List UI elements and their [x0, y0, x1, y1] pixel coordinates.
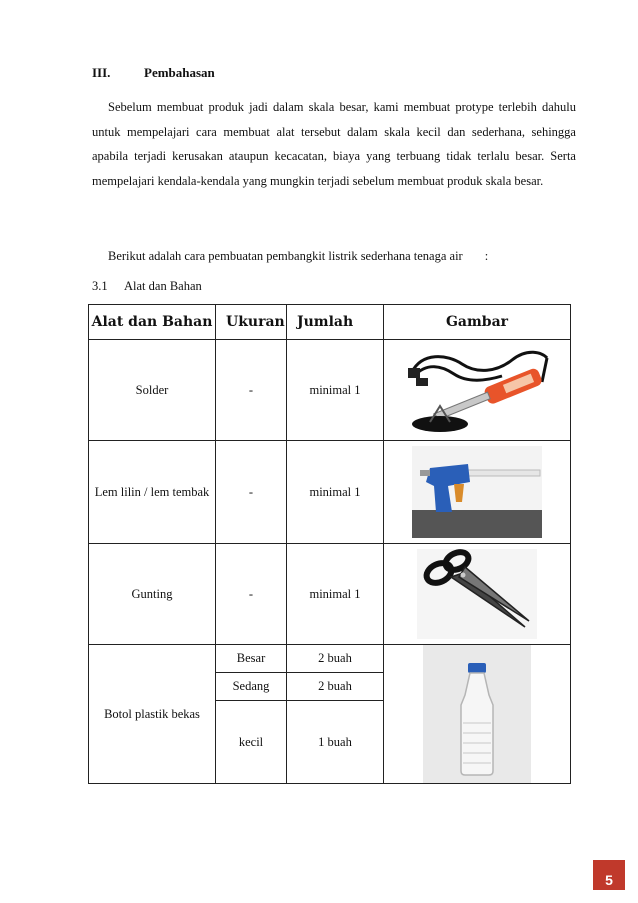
- subsection-title: Alat dan Bahan: [124, 279, 202, 293]
- header-tools: Alat dan Bahan: [89, 305, 216, 340]
- cell-size: Sedang: [216, 673, 287, 701]
- cell-size: -: [216, 441, 287, 544]
- table-row: [89, 340, 571, 441]
- paragraph-intro-text: Sebelum membuat produk jadi dalam skala besar, kami membuat protype terlebih dahulu untuk mempelajari cara membuat alat tersebut dalam skala kecil dan sederhana, sehingga apabila terjadi kerusakan ataupun kecacatan, biaya yang terbuang tidak terlalu besar. Serta mempelajari kendala-kendala yang mungkin terjadi sebelum membuat produk skala besar.: [92, 100, 576, 188]
- subsection-heading: [92, 279, 202, 294]
- cell-size: Besar: [216, 645, 287, 673]
- plastic-bottle-icon: [423, 645, 531, 783]
- glue-gun-icon: [412, 446, 542, 538]
- cell-name: Lem lilin / lem tembak: [89, 441, 216, 544]
- cell-image: [384, 544, 571, 645]
- header-image: Gambar: [384, 305, 571, 340]
- cell-name: Botol plastik bekas: [89, 645, 216, 784]
- cell-qty: minimal 1: [287, 441, 384, 544]
- table-row: [89, 645, 571, 673]
- cell-qty: 1 buah: [287, 701, 384, 784]
- cell-size: -: [216, 340, 287, 441]
- cell-qty: minimal 1: [287, 544, 384, 645]
- section-number: III.: [92, 65, 111, 80]
- paragraph-lead-text: Berikut adalah cara pembuatan pembangkit listrik sederhana tenaga air: [108, 249, 463, 263]
- section-heading: [92, 65, 215, 81]
- subsection-number: 3.1: [92, 279, 108, 293]
- cell-name: Gunting: [89, 544, 216, 645]
- cell-name: Solder: [89, 340, 216, 441]
- cell-size: -: [216, 544, 287, 645]
- paragraph-lead-colon: :: [484, 249, 489, 263]
- section-title: Pembahasan: [144, 65, 215, 80]
- table-row: [89, 544, 571, 645]
- cell-image: [384, 645, 571, 784]
- paragraph-intro: [92, 95, 576, 193]
- materials-table: [88, 304, 571, 784]
- cell-qty: minimal 1: [287, 340, 384, 441]
- header-qty: Jumlah: [287, 305, 384, 340]
- cell-image: [384, 340, 571, 441]
- page-number-badge: 5: [593, 860, 625, 890]
- cell-size: kecil: [216, 701, 287, 784]
- header-size: Ukuran: [216, 305, 287, 340]
- scissors-icon: [417, 549, 537, 639]
- table-row: [89, 441, 571, 544]
- cell-qty: 2 buah: [287, 673, 384, 701]
- paragraph-lead: [92, 244, 576, 269]
- soldering-iron-icon: [402, 342, 552, 438]
- cell-qty: 2 buah: [287, 645, 384, 673]
- table-header-row: [89, 305, 571, 340]
- cell-image: [384, 441, 571, 544]
